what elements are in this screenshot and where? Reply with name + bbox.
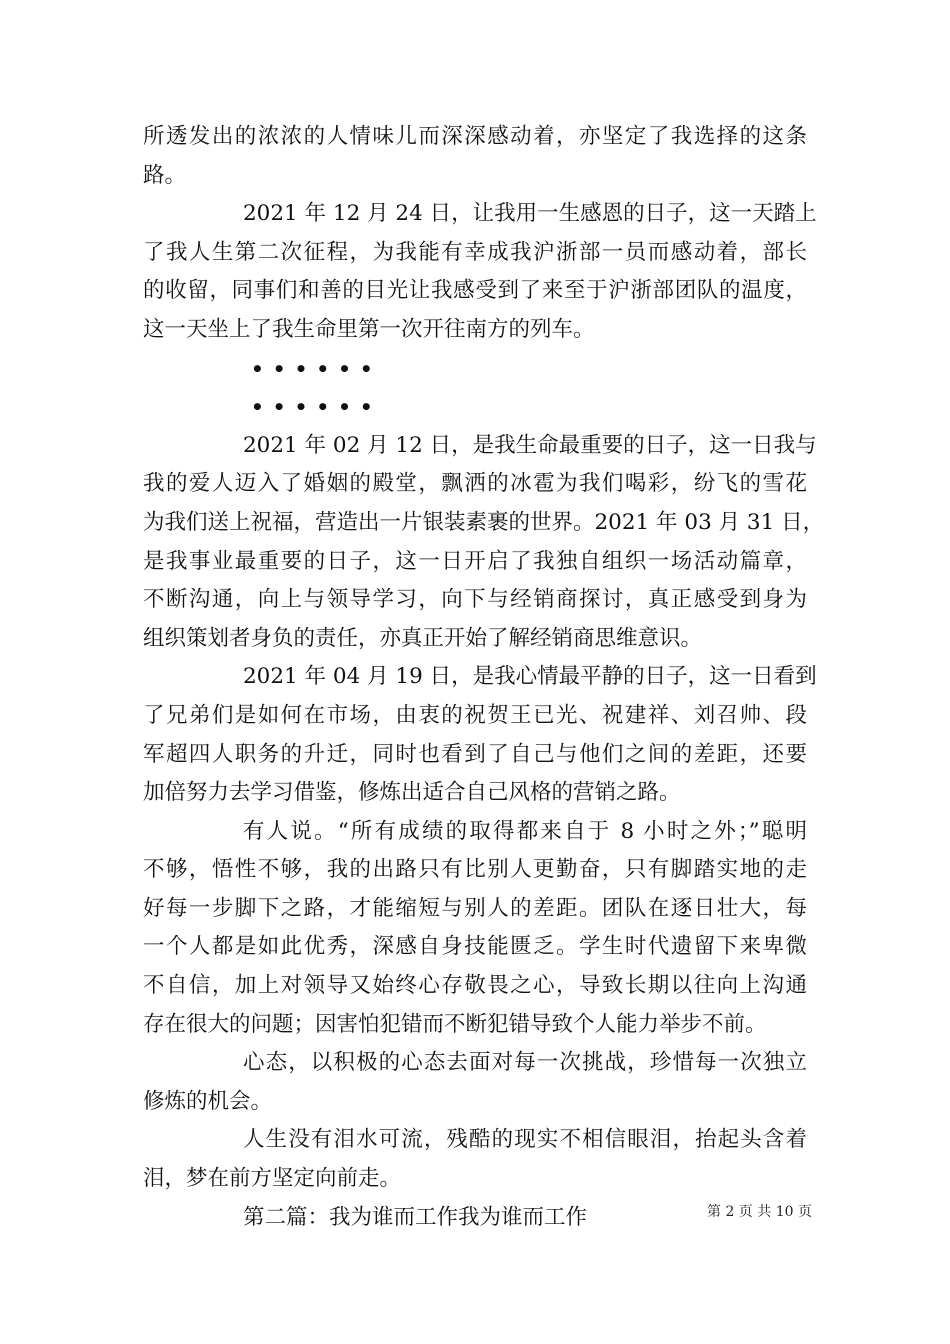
paragraph-start-line: 有人说。“所有成绩的取得都来自于 8 小时之外；”聪明 [243, 818, 807, 844]
ellipsis-dots: •••••• [251, 395, 382, 420]
paragraph-start-line: 心态，以积极的心态去面对每一次挑战，珍惜每一次独立 [243, 1050, 807, 1076]
text-line: 是我事业最重要的日子，这一日开启了我独自组织一场活动篇章， [143, 548, 807, 574]
text-line: 军超四人职务的升迁，同时也看到了自己与他们之间的差距，还要 [143, 741, 807, 767]
text-line: 存在很大的问题；因害怕犯错而不断犯错导致个人能力举步不前。 [143, 1011, 767, 1037]
text-line: 这一天坐上了我生命里第一次开往南方的列车。 [143, 316, 595, 342]
text-line: 修炼的机会。 [143, 1088, 273, 1114]
text-line: 了我人生第二次征程，为我能有幸成我沪浙部一员而感动着，部长 [143, 239, 807, 265]
text-line: 所透发出的浓浓的人情味儿而深深感动着，亦坚定了我选择的这条 [143, 124, 807, 149]
body-text [143, 118, 825, 1237]
text-line: 为我们送上祝福，营造出一片银装素裹的世界。2021 年 03 月 31 日， [143, 509, 825, 535]
text-line: 我的爱人迈入了婚姻的殿堂，飘洒的冰雹为我们喝彩，纷飞的雪花 [143, 471, 807, 497]
paragraph-start-line: 2021 年 02 月 12 日，是我生命最重要的日子，这一日我与 [243, 432, 817, 458]
text-line: 的收留，同事们和善的目光让我感受到了来至于沪浙部团队的温度， [143, 278, 807, 304]
text-line: 组织策划者身负的责任，亦真正开始了解经销商思维意识。 [143, 625, 703, 651]
text-line: 路。 [143, 162, 187, 188]
text-line: 一个人都是如此优秀，深感自身技能匮乏。学生时代遗留下来卑微 [143, 934, 807, 960]
text-line: 不够，悟性不够，我的出路只有比别人更勤奋，只有脚踏实地的走 [143, 857, 807, 883]
text-line: 不自信，加上对领导又始终心存敬畏之心，导致长期以往向上沟通 [143, 973, 807, 999]
paragraph-start-line: 2021 年 04 月 19 日，是我心情最平静的日子，这一日看到 [243, 664, 817, 690]
text-line: 好每一步脚下之路，才能缩短与别人的差距。团队在逐日壮大，每 [143, 895, 807, 921]
text-line: 了兄弟们是如何在市场，由衷的祝贺王已光、祝建祥、刘召帅、段 [143, 702, 807, 728]
paragraph-start-line: 人生没有泪水可流，残酷的现实不相信眼泪，抬起头含着 [243, 1127, 807, 1153]
section-heading: 第二篇：我为谁而工作我为谁而工作 [243, 1204, 588, 1230]
page-number-footer: 第 2 页 共 10 页 [707, 1204, 812, 1220]
text-line: 泪，梦在前方坚定向前走。 [143, 1166, 402, 1192]
paragraph-start-line: 2021 年 12 月 24 日，让我用一生感恩的日子，这一天踏上 [243, 201, 817, 227]
text-line: 加倍努力去学习借鉴，修炼出适合自己风格的营销之路。 [143, 780, 681, 806]
ellipsis-dots: •••••• [251, 356, 382, 381]
text-line: 不断沟通，向上与领导学习，向下与经销商探讨，真正感受到身为 [143, 587, 807, 613]
